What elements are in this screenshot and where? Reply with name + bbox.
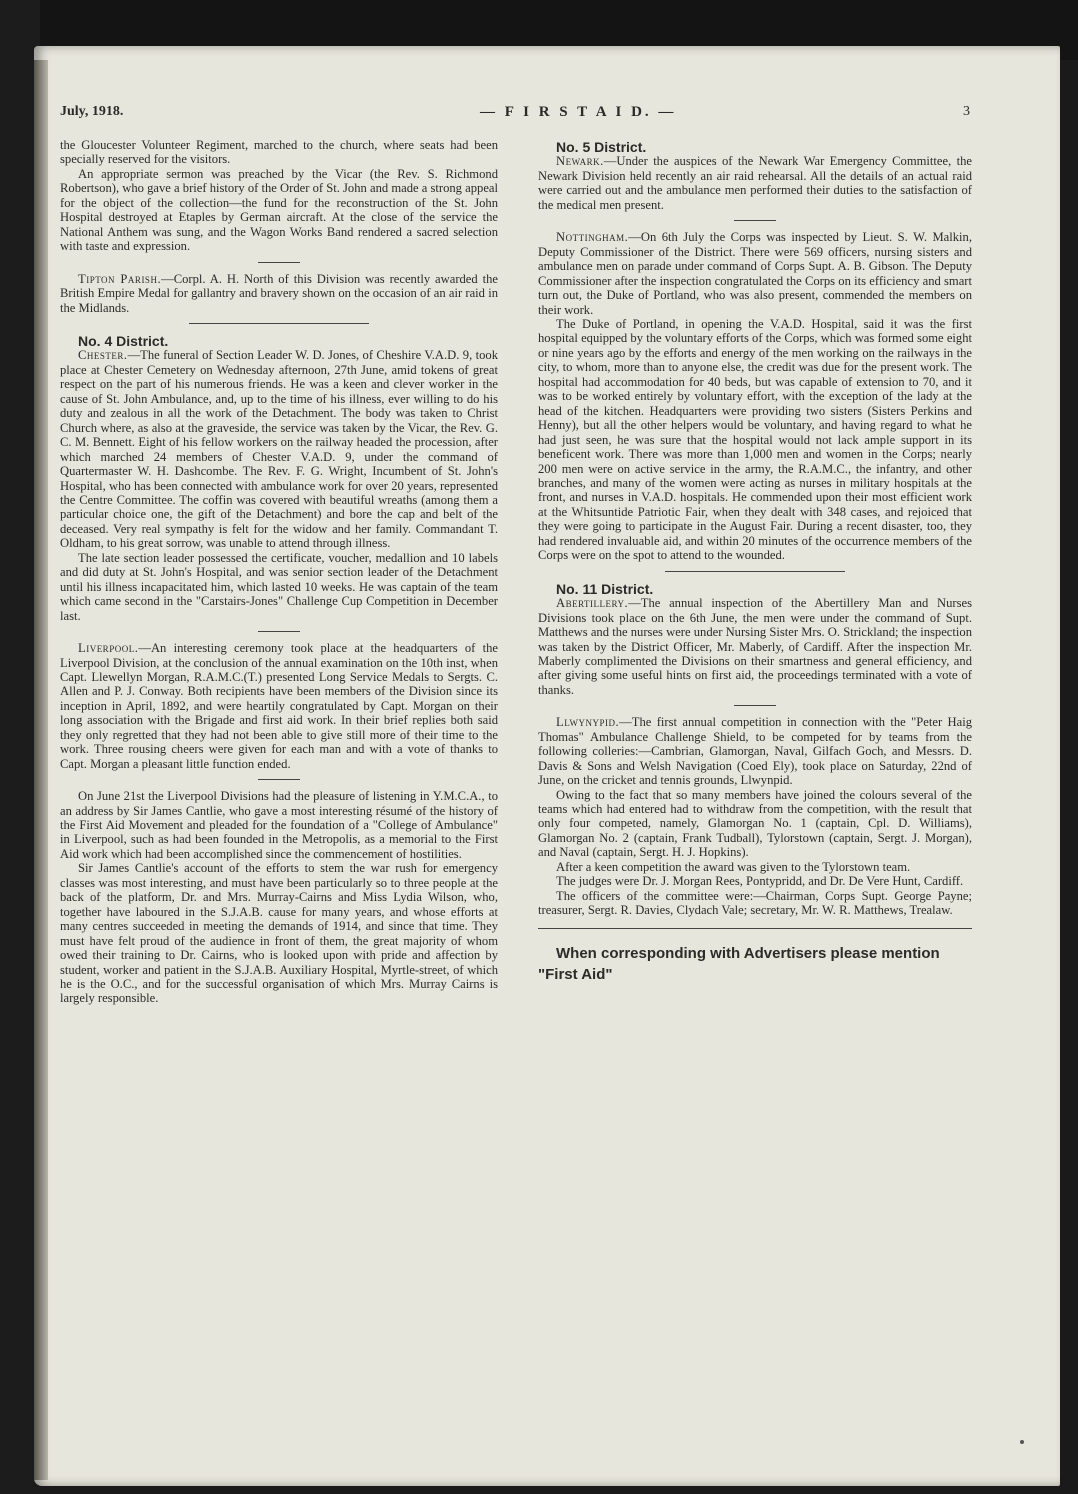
nottingham-lead: Nottingham. bbox=[556, 230, 629, 245]
divider bbox=[258, 631, 300, 632]
paragraph-judges: The judges were Dr. J. Morgan Rees, Pontypridd, and Dr. De Vere Hunt, Cardiff. bbox=[556, 874, 964, 889]
paragraph-cantlie-1: On June 21st the Liverpool Divisions had the pleasure of listening in Y.M.C.A., to an address by Sir James Cantlie, who gave a most interesting résumé of the history of the First Aid Movement and pleaded for the foundation of a "College of Ambulance" in Liverpool, such as had been founded in the Metropolis, as a memorial to the First Aid work which had been accomplished since the commencement of hostilities. bbox=[60, 789, 498, 861]
paragraph-newark bbox=[538, 154, 972, 212]
nottingham-text: —On 6th July the Corps was inspected by Lieut. S. W. Malkin, Deputy Commissioner of the District. There were 569 officers, nursing sisters and ambulance men on parade under command of Corps Supt. A. B. Gibson. The Deputy Commissioner after the inspection congratulated the Corps on its efficiency and smart turn out, the Duke of Portland, who was also present, commended the members on their work. bbox=[538, 230, 972, 317]
chester-text: —The funeral of Section Leader W. D. Jones, of Cheshire V.A.D. 9, took place at Chester Cemetery on Wednesday afternoon, 27th June, amid tokens of great respect on the part of his numerous friends. He was a keen and clever worker in the cause of St. John Ambulance, and, up to the time of his illness, ever willing to do his duty and zealous in all the work of the Detachment. The body was taken to Christ Church where, as also at the graveside, the service was taken by the Vicar, the Rev. G. C. M. Bennett. Eight of his fellow workers on the railway headed the procession, after which marched 24 members of Chester V.A.D. 9, under the command of Quartermaster W. H. Dashcombe. The Rev. F. G. Wright, Incumbent of St. John's Hospital, who has been connected with ambulance work for over 20 years, represented the Centre Committee. The coffin was covered with beautiful wreaths (among them a particular choice one, the gift of the Detachment) and bore the cap and belt of the deceased. Very real sympathy is felt for the widow and her family. Commandant T. Oldham, to his great sorrow, was unable to attend through illness. bbox=[60, 348, 498, 551]
llwynypid-lead: Llwynypid. bbox=[556, 715, 620, 730]
scan-speck bbox=[1020, 1440, 1024, 1444]
header-date: July, 1918. bbox=[60, 104, 124, 119]
paragraph-owing: Owing to the fact that so many members have joined the colours several of the teams which had entered had to withdraw from the competition, with the result that only four competed, namely, Glamorgan No. 1 (captain, Cpl. D. Williams), Glamorgan No. 2 (captain, Frank Tudball), Tylorstown (captain, Sergt. J. Morgan), and Naval (captain, Sergt. H. J. Hopkins). bbox=[538, 787, 972, 860]
heading-district-4: No. 4 District. bbox=[78, 332, 169, 349]
paragraph-chester bbox=[60, 348, 498, 550]
page-header bbox=[60, 104, 970, 134]
tipton-text: —Corpl. A. H. North of this Division was recently awarded the British Empire Medal for gallantry and bravery shown on the occasion of an air raid in the Midlands. bbox=[60, 271, 498, 315]
paragraph-gloucester-cont: the Gloucester Volunteer Regiment, marched to the church, where seats had been specially reserved for the visitors. bbox=[60, 138, 498, 167]
divider bbox=[258, 779, 300, 780]
right-column bbox=[538, 138, 972, 985]
paragraph-chester-2: The late section leader possessed the certificate, voucher, medallion and 10 labels and did duty at St. John's Hospital, and was senior section leader of the Detachment until his illness incapacitated him, which lasted 10 weeks. He was captain of the team which came second in the "Carstairs-Jones" Challenge Cup Competition in December last. bbox=[60, 550, 498, 623]
header-title: — F I R S T A I D. — bbox=[480, 104, 677, 120]
paragraph-award: After a keen competition the award was given to the Tylorstown team. bbox=[556, 859, 911, 874]
heading-district-5: No. 5 District. bbox=[556, 139, 647, 155]
paragraph-cantlie-2: Sir James Cantlie's account of the efforts to stem the war rush for emergency classes was most interesting, and must have been particularly so to three people at the back of the platform, Dr. and Mrs. Murray-Cairns and Miss Lydia Wilson, who, together have laboured in the S.J.A.B. cause for many years, and whose efforts at many centres succeeded in meeting the demands of 1914, and since that time. They must have felt proud of the audience in front of them, the great majority of whom owed their training to Dr. Cairns, who is looked upon with pride and affection by student, worker and patient in the S.J.A.B. Auxiliary Hospital, Myrtle-street, of which he is the O.C., and for the successful organisation of which Mrs. Murray Cairns is largely responsible. bbox=[60, 861, 498, 1006]
header-page-number: 3 bbox=[963, 104, 970, 119]
abertillery-text: —The annual inspection of the Abertillery Man and Nurses Divisions took place on the 6th June, the men were under the command of Supt. Matthews and the nurses were under Nursing Sister Mrs. O. Strickland; the inspection was taken by the District Officer, Mr. Maberly, of Cardiff. After the inspection Mr. Maberly complimented the Divisions on their smartness and general efficiency, and after giving some useful hints on first aid, the proceedings terminated with a vote of thanks. bbox=[538, 596, 972, 697]
footer-rule bbox=[538, 928, 972, 929]
heading-district-11: No. 11 District. bbox=[556, 580, 654, 597]
paragraph-portland: The Duke of Portland, in opening the V.A.D. Hospital, said it was the first hospital equipped by the voluntary efforts of the Corps, which was formed some eight or nine years ago by the efforts and energy of the men working on the railways in the city, to whom, more than to anyone else, the credit was due for the present work. The hospital had accommodation for 40 beds, but was capable of extension to 70, and it was to be worked entirely by voluntary effort, with the exception of the lady at the head of the kitchen. Headquarters were providing two sisters (Sisters Perkins and Henny), but all the other helpers would be voluntary, and having regard to what he had just seen, he was sure that the hospital would not lack ample support in its beneficent work. There was more than 1,000 men and women in the Corps; nearly 200 men were on active service in the army, the R.A.M.C., the infantry, and other branches, and many of the women were acting as nurses in military hospitals at the front, and nurses in V.A.D. hospitals. He commended upon their most efficient work at the Whitsuntide Patriotic Fair, when they dealt with 348 cases, and rejoiced that they were going to participate in the August Fair. During a recent disaster, too, they had rendered invaluable aid, and within 20 minutes of the occurrence members of the Corps were on the spot to attend to the wounded. bbox=[538, 316, 972, 563]
paragraph-abertillery bbox=[538, 596, 972, 697]
llwynypid-text: —The first annual competition in connection with the "Peter Haig Thomas" Ambulance Challenge Shield, to be competed for by teams from the following colleries:—Cambrian, Glamorgan, Naval, Gilfach Goch, and Messrs. D. Davis & Sons and Welsh Navigation (Coed Ely), took place on Saturday, 22nd of June, on the cricket and tennis grounds, Llwynpid. bbox=[538, 715, 972, 788]
chester-lead: Chester. bbox=[78, 348, 128, 363]
paragraph-sermon: An appropriate sermon was preached by the Vicar (the Rev. S. Richmond Robertson), who gave a brief history of the Order of St. John and made a strong appeal for the object of the collection—the fund for the reconstruction of the St. John Hospital destroyed at Etaples by German aircraft. At the close of the service the National Anthem was sung, and the Wagon Works Band rendered a sacred selection with taste and expression. bbox=[60, 166, 498, 254]
tipton-lead: Tipton Parish. bbox=[78, 271, 162, 286]
divider bbox=[734, 220, 776, 221]
advertiser-note: When corresponding with Advertisers please mention "First Aid" bbox=[538, 944, 940, 983]
section-divider bbox=[665, 571, 845, 572]
newark-text: —Under the auspices of the Newark War Emergency Committee, the Newark Division held recently an air raid rehearsal. All the details of an actual raid were carried out and the ambulance men performed their duties to the satisfaction of the medical men present. bbox=[538, 154, 972, 212]
newark-lead: Newark. bbox=[556, 154, 604, 169]
liverpool-text: —An interesting ceremony took place at the headquarters of the Liverpool Division, at the conclusion of the annual examination on the 10th inst, when Capt. Llewellyn Morgan, R.A.M.C.(T.) presented Long Service Medals to Sergts. C. Allen and P. J. Conway. Both recipients have been members of the Division since its inception in April, 1892, and were heartily congratulated by Capt. Morgan on their long association with the Brigade and first aid work. In their brief replies both said they only regretted that they had not been able to give still more of their time to the work. Three rousing cheers were given for each man and with a vote of thanks to Capt. Morgan a pleasant little function ended. bbox=[60, 641, 498, 771]
left-column bbox=[60, 138, 498, 1006]
divider bbox=[734, 705, 776, 706]
page-spine-shadow bbox=[34, 60, 48, 1480]
paragraph-officers: The officers of the committee were:—Chairman, Corps Supt. George Payne; treasurer, Sergt. R. Davies, Clydach Vale; secretary, Mr. W. R. Matthews, Trealaw. bbox=[538, 888, 972, 918]
liverpool-lead: Liverpool. bbox=[78, 641, 139, 656]
abertillery-lead: Abertillery. bbox=[556, 596, 629, 611]
paragraph-llwynypid bbox=[538, 715, 972, 787]
paragraph-tipton bbox=[60, 272, 498, 315]
paragraph-nottingham bbox=[538, 230, 972, 317]
divider bbox=[258, 262, 300, 263]
section-divider bbox=[189, 323, 369, 324]
paragraph-liverpool bbox=[60, 641, 498, 771]
